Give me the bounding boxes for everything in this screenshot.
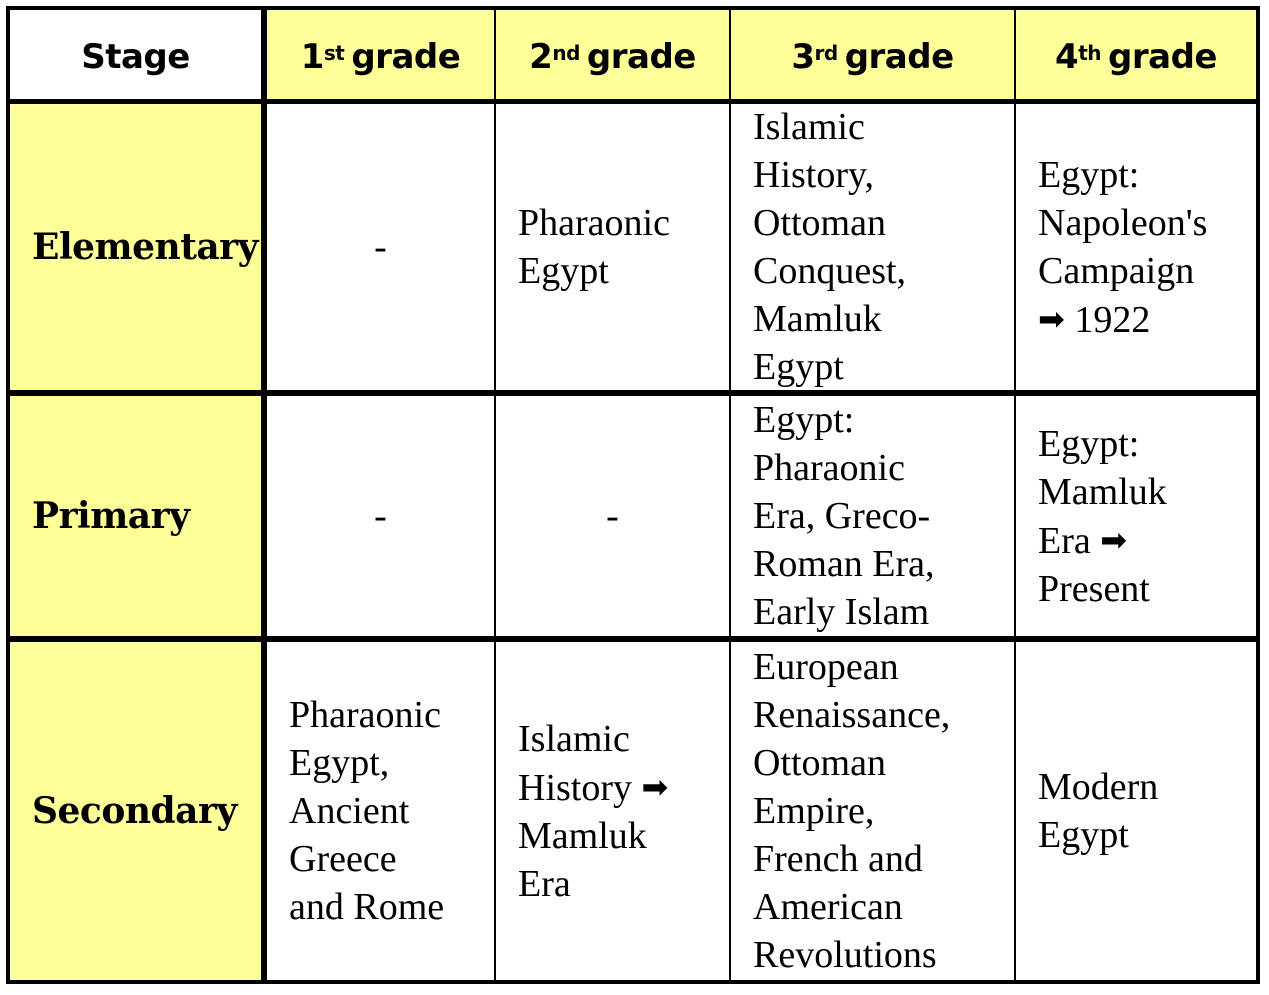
table-cell: Pharaonic Egypt, Ancient Greece and Rome <box>267 642 494 980</box>
header-grade-1: 1 $^{st}$ grade <box>267 10 494 99</box>
table-cell: Egypt: Mamluk Era ➡ Present <box>1016 396 1256 636</box>
table-cell: Islamic History, Ottoman Conquest, Mamluk Egypt <box>731 104 1014 390</box>
table-cell: Egypt: Pharaonic Era, Greco- Roman Era, Early Islam <box>731 396 1014 636</box>
table-cell: - <box>267 104 494 390</box>
header-stage-label: Stage <box>81 36 190 77</box>
stage-elementary: Elementary <box>10 104 261 390</box>
stage-primary: Primary <box>10 396 261 636</box>
header-grade-4: 4 $^{th}$ grade <box>1016 10 1256 99</box>
table-cell: Egypt: Napoleon's Campaign ➡ 1922 <box>1016 104 1256 390</box>
right-arrow-icon: ➡ <box>1100 520 1128 559</box>
table-cell: - <box>267 396 494 636</box>
header-stage <box>10 10 261 99</box>
table-cell: - <box>496 396 729 636</box>
table-cell: Pharaonic Egypt <box>496 104 729 390</box>
table-cell: European Renaissance, Ottoman Empire, French and American Revolutions <box>731 642 1014 980</box>
right-arrow-icon: ➡ <box>1038 299 1065 338</box>
stage-secondary: Secondary <box>10 642 261 980</box>
table-cell: Modern Egypt <box>1016 642 1256 980</box>
history-curriculum-table <box>6 6 1260 984</box>
header-grade-2: 2 $^{nd}$ grade <box>496 10 729 99</box>
table-cell: Islamic History ➡ Mamluk Era <box>496 642 729 980</box>
right-arrow-icon: ➡ <box>641 767 669 806</box>
header-grade-3: 3 $^{rd}$ grade <box>731 10 1014 99</box>
